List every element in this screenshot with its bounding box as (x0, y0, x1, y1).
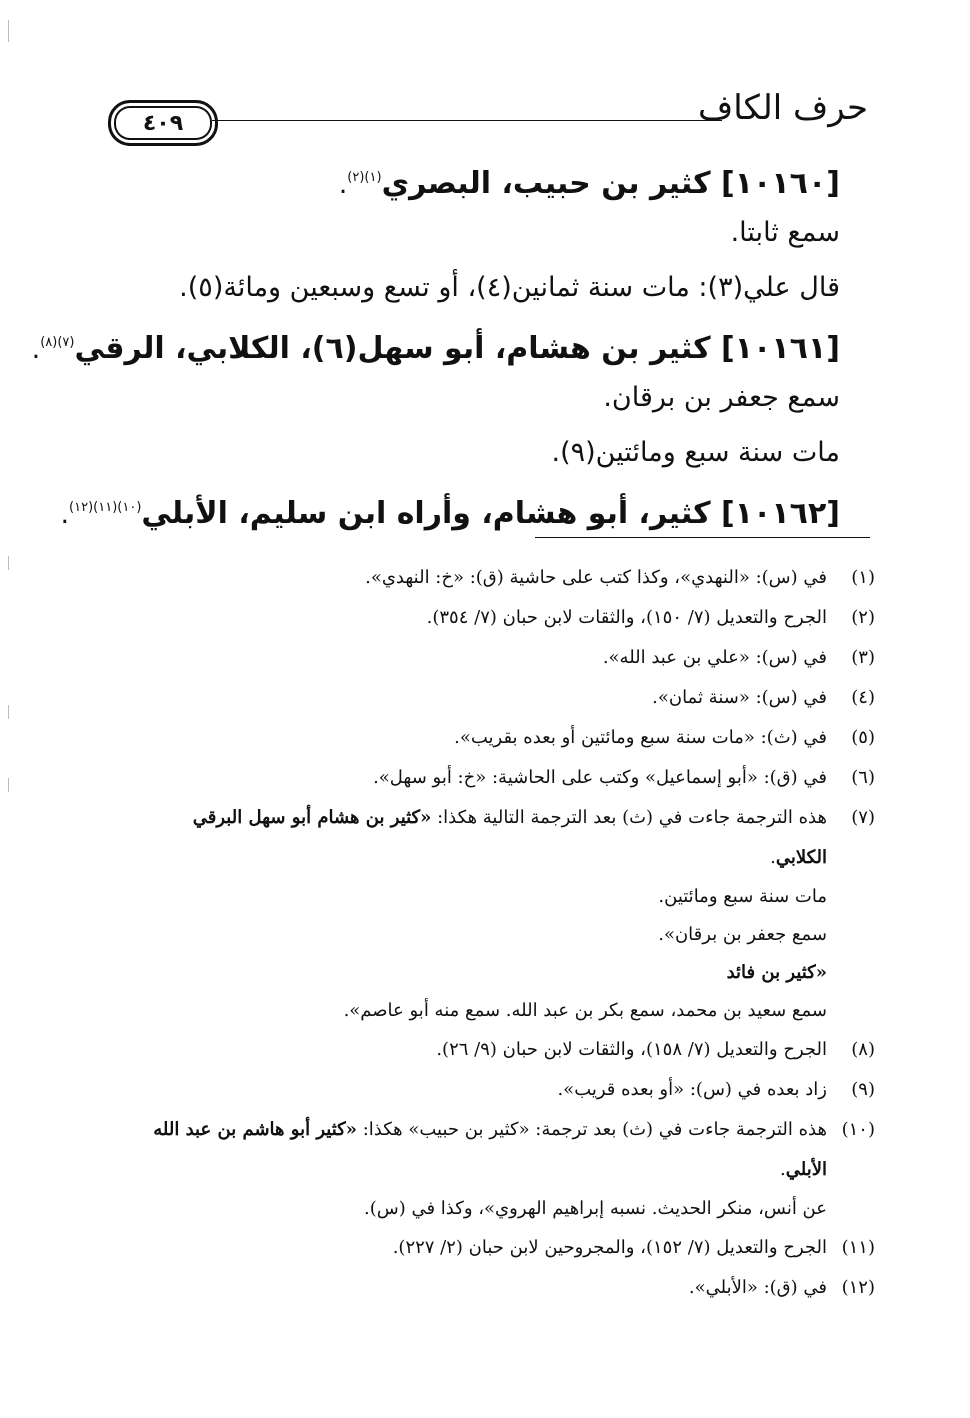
footnote-text: الجرح والتعديل (٧/ ١٥٨)، والثقات لابن حبان (٩/ ٢٦). (436, 1039, 827, 1060)
entry-heading (31, 315, 840, 370)
footnote-text: في (س): «علي بن عبد الله». (602, 647, 827, 668)
footnote-number: (٨) (851, 1039, 875, 1060)
entry-end: . (60, 499, 70, 530)
footnote-ref: (٧)(٨) (40, 335, 75, 350)
footnote-continuation: عن أنس، منكر الحديث. نسبه إبراهيم الهروي»، وكذا في (س). (364, 1198, 827, 1219)
footnote-number: (١٢) (841, 1277, 875, 1298)
footnote (135, 1070, 875, 1110)
footnote (135, 638, 875, 678)
footnote-continuation: «كثير بن فائد (726, 962, 827, 983)
entry-line: قال علي(٣): مات سنة ثمانين(٤)، أو تسع وسبعين ومائة(٥). (179, 272, 840, 303)
footnotes (135, 558, 875, 1308)
footnote-text: الجرح والتعديل (٧/ ١٥٠)، والثقات لابن حبان (٧/ ٣٥٤). (426, 607, 827, 628)
footnote (135, 1110, 875, 1190)
footnote-number: (٣) (851, 647, 875, 668)
footnote-continuation: مات سنة سبع ومائتين. (658, 886, 827, 907)
footnote-text (193, 807, 827, 868)
entry-title: [١٠١٦٢] كثير، أبو هشام، وأراه ابن سليم، الأبلي (141, 496, 840, 531)
footnote-text: في (س): «النهدي»، وكذا كتب على حاشية (ق): «خ: النهدي». (365, 567, 827, 588)
entry-title: [١٠١٦١] كثير بن هشام، أبو سهل(٦)، الكلابي، الرقي (74, 331, 840, 366)
footnote (135, 758, 875, 798)
entry-heading (60, 480, 840, 535)
footnote-divider (535, 537, 870, 538)
footnote-continuation: سمع جعفر بن برقان». (658, 924, 827, 945)
scan-edge-mark (8, 20, 9, 42)
footnote-text-end: . (770, 847, 776, 868)
header-rule (212, 120, 722, 121)
entry-heading (160, 150, 840, 205)
footnote (135, 1030, 875, 1070)
footnote-ref: (١٠)(١١)(١٢) (69, 500, 142, 515)
footnote-text (153, 1119, 827, 1180)
scan-edge-mark (8, 778, 9, 792)
entry-title: [١٠١٦٠] كثير بن حبيب، البصري (381, 166, 840, 201)
footnote (135, 1268, 875, 1308)
scan-edge-mark (8, 556, 9, 570)
footnote-text-plain: هذه الترجمة جاءت في (ث) بعد ترجمة: «كثير بن حبيب» هكذا: (356, 1119, 827, 1140)
footnote-text-end: . (780, 1159, 786, 1180)
footnote-number: (٢) (851, 607, 875, 628)
footnote-number: (٦) (851, 767, 875, 788)
footnote-number: (٥) (851, 727, 875, 748)
entry-end: . (31, 334, 41, 365)
footnote-text: في (س): «سنة ثمان». (652, 687, 827, 708)
footnote-text-bold: «كثير بن هشام أبو سهل البرقي الكلابي (192, 807, 827, 868)
footnote-number: (٧) (851, 807, 875, 828)
footnote (135, 718, 875, 758)
footnote (135, 558, 875, 598)
page-header (108, 88, 868, 148)
footnote-text-bold: «كثير أبو هاشم بن عبد الله الأبلي (153, 1119, 827, 1180)
footnote-number: (٩) (851, 1079, 875, 1100)
footnote-continuation: سمع سعيد بن محمد، سمع بكر بن عبد الله. سمع منه أبو عاصم». (343, 1000, 827, 1021)
scan-edge-mark (8, 705, 9, 719)
footnote (135, 598, 875, 638)
footnote (135, 798, 875, 878)
entry-line: مات سنة سبع ومائتين(٩). (551, 437, 840, 468)
chapter-title: حرف الكاف (697, 88, 868, 128)
footnote-ref: (١)(٢) (347, 170, 382, 185)
entry-line: سمع ثابتا. (730, 217, 840, 248)
entry-line: سمع جعفر بن برقان. (603, 382, 840, 413)
footnote-text: في (ق): «الأبلي». (688, 1277, 827, 1298)
footnote-text: زاد بعده في (س): «أو بعده قريب». (557, 1079, 827, 1100)
footnote-number: (١١) (841, 1237, 875, 1258)
footnote-number: (١) (851, 567, 875, 588)
footnote-text: الجرح والتعديل (٧/ ١٥٢)، والمجروحين لابن حبان (٢/ ٢٢٧). (392, 1237, 827, 1258)
page-number: ٤٠٩ (108, 100, 218, 146)
footnote-text: في (ث): «مات سنة سبع ومائتين أو بعده بقريب». (454, 727, 827, 748)
footnote-text-plain: هذه الترجمة جاءت في (ث) بعد الترجمة التالية هكذا: (431, 807, 827, 828)
footnote-text: في (ق): «أبو إسماعيل» وكتب على الحاشية: «خ: أبو سهل». (373, 767, 827, 788)
footnote-number: (١٠) (841, 1119, 875, 1140)
footnote (135, 678, 875, 718)
footnote-number: (٤) (851, 687, 875, 708)
footnote (135, 1228, 875, 1268)
entry-end: . (338, 169, 348, 200)
main-text (31, 150, 840, 535)
